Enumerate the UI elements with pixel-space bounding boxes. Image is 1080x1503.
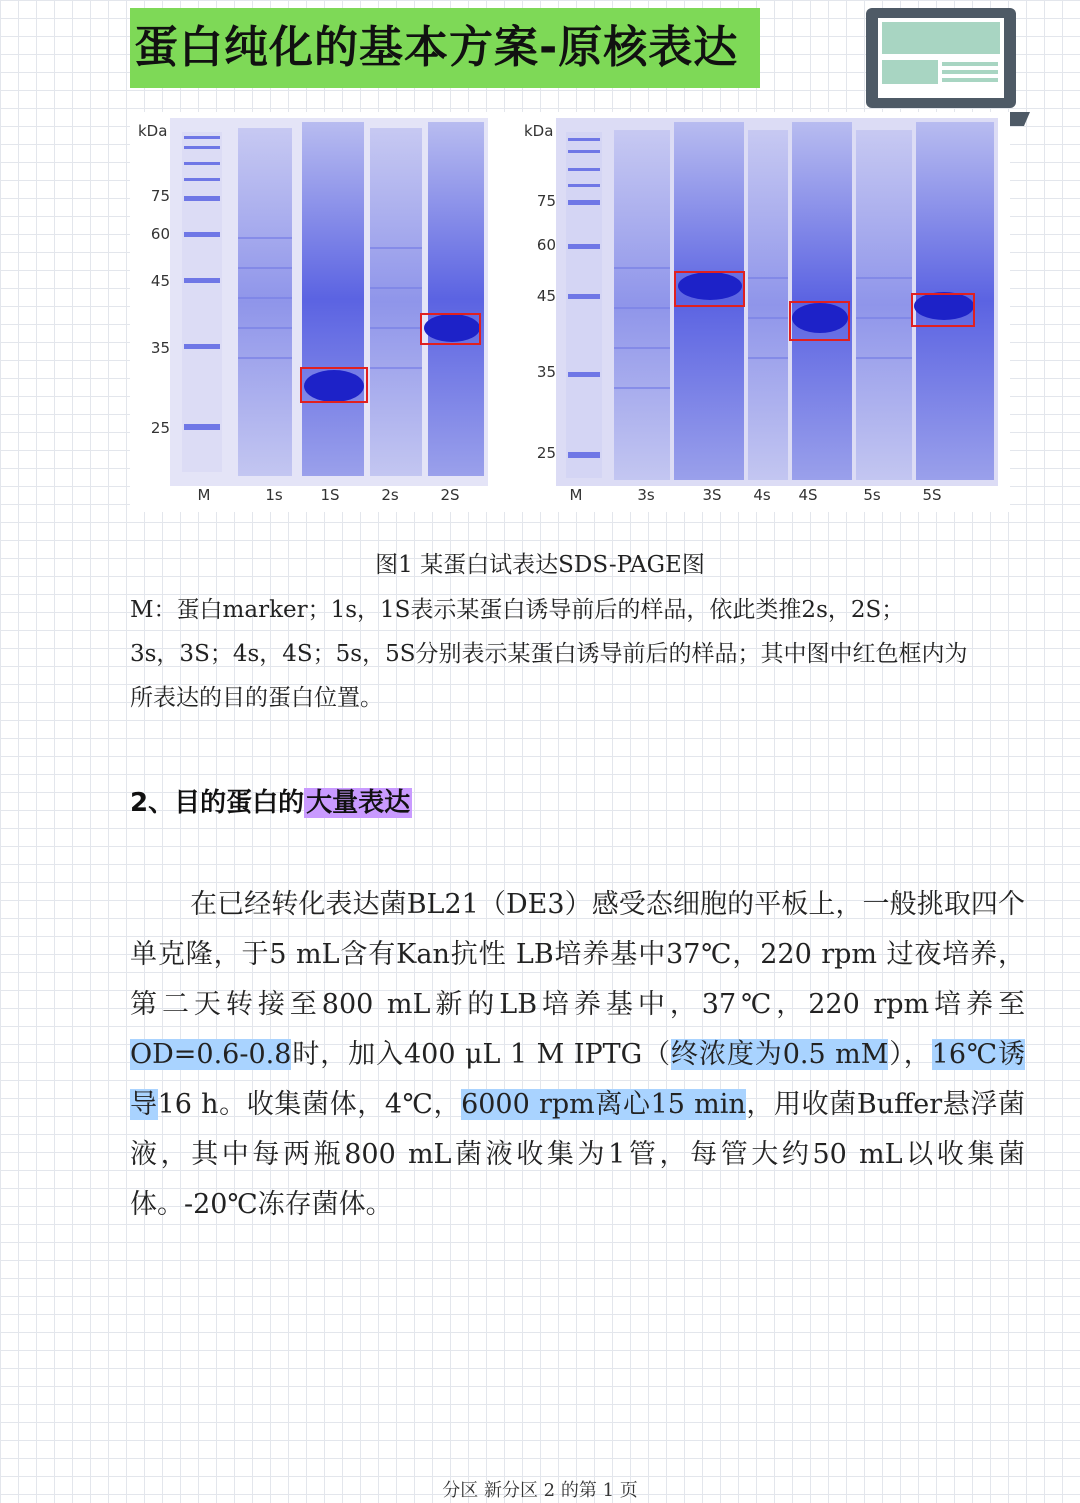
left-lane-m: M [197,486,211,504]
left-gel-unit: kDa [138,122,168,140]
left-mw-75: 75 [150,187,170,205]
sds-page-figure [130,112,1010,512]
right-gel-image [556,118,998,486]
page-title: 蛋白纯化的基本方案-原核表达 [130,8,760,88]
body-text-5: ，用收菌Buffer悬浮菌液，其中每两瓶800 mL菌液收集为1管，每管大约50 mL以收集菌体。-20℃冻存菌体。 [130,1089,1025,1220]
left-mw-35: 35 [150,339,170,357]
right-lane-5S: 5S [922,486,942,504]
right-lane-4S: 4S [798,486,818,504]
right-gel-unit: kDa [524,122,554,140]
body-text-2: 时，加入400 μL 1 M IPTG（ [291,1039,672,1070]
right-lane-4s: 4s [753,486,771,504]
figure-caption: 图1 某蛋白试表达SDS-PAGE图 [375,552,705,578]
left-lane-2S: 2S [440,486,460,504]
right-lane-5s: 5s [863,486,881,504]
highlight-induction: 16℃诱导 [130,1039,1026,1120]
body-text-4: 16 h。收集菌体，4℃， [157,1089,462,1120]
right-lane-3s: 3s [637,486,655,504]
right-mw-60: 60 [536,236,556,254]
right-mw-75: 75 [536,192,556,210]
legend-line-3: 所表达的目的蛋白位置。 [130,685,383,711]
body-text-3: ）， [888,1039,932,1070]
body-text-1: 在已经转化表达菌BL21（DE3）感受态细胞的平板上，一般挑取四个单克隆，于5 mL含有Kan抗性 LB培养基中37℃，220 rpm 过夜培养，第二天转接至800 mL新的LB培养基中，37℃，220 rpm培养至 [130,889,1025,1020]
legend-line-2: 3s，3S；4s，4S；5s，5S分别表示某蛋白诱导前后的样品；其中图中红色框内为 [130,641,968,667]
figure-legend [130,588,1025,720]
right-mw-25: 25 [536,444,556,462]
left-lane-2s: 2s [381,486,399,504]
section-heading-prefix: 2、目的蛋白的 [130,788,305,818]
right-mw-45: 45 [536,287,556,305]
body-paragraph [130,880,1025,1230]
right-mw-35: 35 [536,363,556,381]
section-heading [130,780,412,826]
left-gel-image [170,118,488,486]
left-mw-25: 25 [150,419,170,437]
left-lane-1S: 1S [320,486,340,504]
left-mw-60: 60 [150,225,170,243]
left-mw-45: 45 [150,272,170,290]
right-lane-3S: 3S [702,486,722,504]
highlight-centrifuge: 6000 rpm离心15 min [461,1089,746,1120]
right-lane-m: M [569,486,583,504]
legend-line-1: M：蛋白marker；1s，1S表示某蛋白诱导前后的样品，依此类推2s，2S； [130,597,905,623]
highlight-od: OD=0.6-0.8 [130,1039,292,1070]
left-lane-1s: 1s [265,486,283,504]
highlight-concentration: 终浓度为0.5 mM [671,1039,889,1070]
section-heading-highlight: 大量表达 [306,788,411,818]
page-footer: 分区 新分区 2 的第 1 页 [442,1480,638,1501]
